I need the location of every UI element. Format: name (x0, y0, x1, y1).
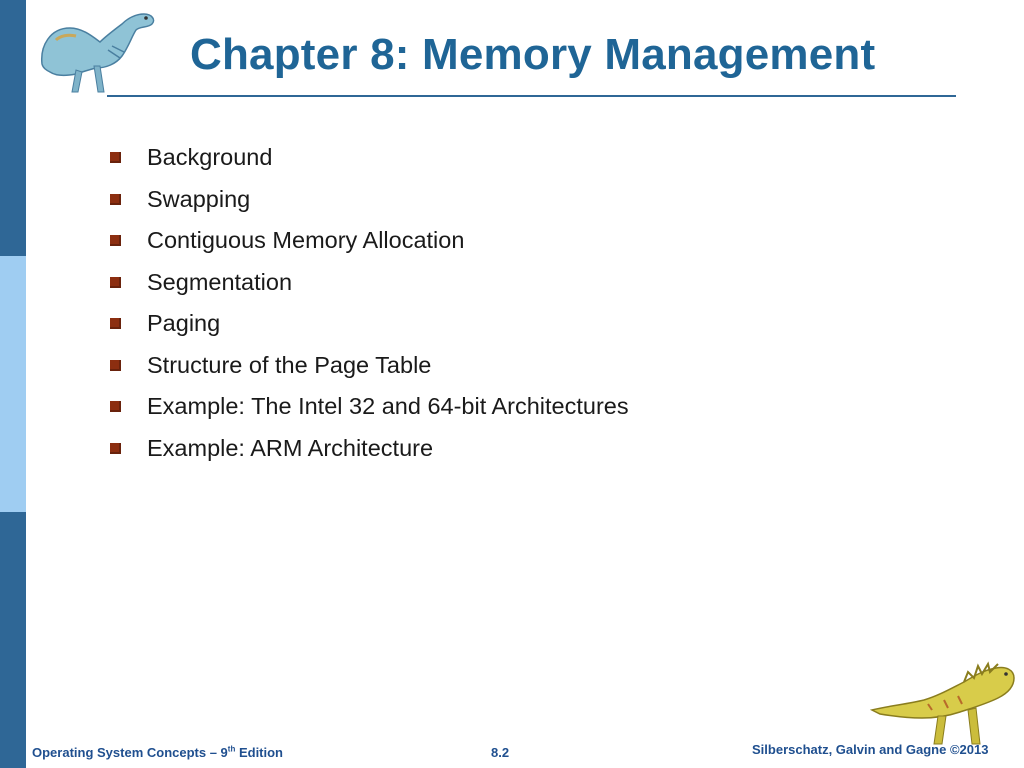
dinosaur-icon (868, 660, 1018, 750)
list-item (110, 137, 629, 179)
slide-title: Chapter 8: Memory Management (190, 30, 876, 79)
footer-course-prefix: Operating System Concepts – 9 (32, 745, 228, 760)
square-bullet-icon (110, 194, 121, 205)
footer-course-suffix: Edition (235, 745, 284, 760)
square-bullet-icon (110, 235, 121, 246)
square-bullet-icon (110, 443, 121, 454)
footer-copyright: Silberschatz, Galvin and Gagne ©2013 (752, 742, 989, 757)
sidebar-stripe-middle (0, 256, 26, 512)
list-item (110, 179, 629, 221)
square-bullet-icon (110, 401, 121, 412)
square-bullet-icon (110, 318, 121, 329)
footer-slide-number: 8.2 (491, 745, 510, 760)
bullet-text: Contiguous Memory Allocation (147, 227, 465, 254)
list-item (110, 303, 629, 345)
footer-course-title (32, 745, 283, 760)
sidebar-stripe-bottom (0, 512, 26, 768)
dinosaur-icon (36, 6, 158, 96)
bullet-text: Swapping (147, 185, 251, 212)
list-item (110, 220, 629, 262)
bullet-text: Example: ARM Architecture (147, 434, 434, 461)
bullet-list (110, 137, 629, 469)
bullet-text: Structure of the Page Table (147, 351, 432, 378)
bullet-text: Paging (147, 310, 221, 337)
sidebar-stripe-top (0, 0, 26, 256)
square-bullet-icon (110, 360, 121, 371)
list-item (110, 262, 629, 304)
square-bullet-icon (110, 152, 121, 163)
footer-course-superscript: th (227, 744, 236, 754)
title-divider (107, 95, 956, 97)
list-item (110, 386, 629, 428)
bullet-text: Segmentation (147, 268, 293, 295)
list-item (110, 345, 629, 387)
bullet-text: Example: The Intel 32 and 64-bit Architectures (147, 393, 629, 420)
list-item (110, 428, 629, 470)
bullet-text: Background (147, 144, 273, 171)
square-bullet-icon (110, 277, 121, 288)
